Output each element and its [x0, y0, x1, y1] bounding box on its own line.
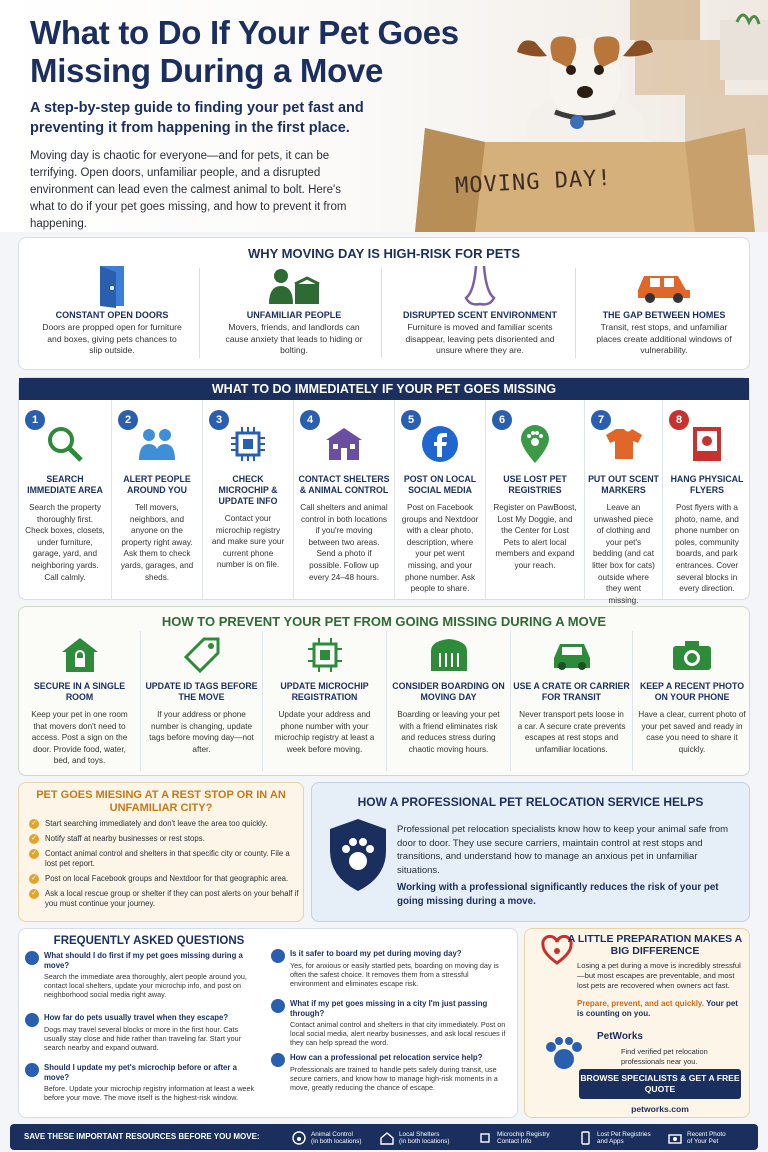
- section-title: HOW TO PREVENT YOUR PET FROM GOING MISSING DURING A MOVE: [161, 614, 607, 629]
- resources-footer: [10, 1124, 758, 1150]
- resource-item: Lost Pet Registries and Apps: [578, 1128, 651, 1148]
- prevention-item: [19, 631, 141, 771]
- step-title: USE LOST PET REGISTRIES: [503, 474, 567, 495]
- camera-small-icon: [668, 1131, 682, 1145]
- car-icon: [579, 264, 749, 308]
- prevention-text: If your address or phone number is changing, update tags before moving day—not after.: [149, 710, 254, 754]
- prevention-section: [18, 606, 750, 776]
- step-title: PUT OUT SCENT MARKERS: [588, 474, 659, 495]
- paw-icon: [25, 951, 39, 965]
- step-text: Leave an unwashed piece of clothing and your pet's bedding (and cat litter box for cats) outside where they went missing.: [592, 503, 655, 605]
- list-item: ✓ Ask a local rescue group or shelter if they can post alerts on your behalf if you must continue your journey.: [29, 889, 299, 909]
- immediate-steps-section: [18, 377, 750, 605]
- step-title: CHECK MICROCHIP & UPDATE INFO: [218, 474, 278, 506]
- faq-answer: Before. Update your microchip registry information at least a week before your move. The move itself is the highest-risk window.: [44, 1084, 255, 1102]
- prevention-title: CONSIDER BOARDING ON MOVING DAY: [392, 681, 505, 702]
- step-card: [112, 400, 203, 600]
- people-box-icon: [209, 264, 379, 308]
- prevention-item: [387, 631, 511, 771]
- prevention-item: [141, 631, 263, 771]
- cta-accent: Prepare, prevent, and act quickly. Your pet is counting on you.: [577, 999, 738, 1018]
- step-text: Search the property thoroughly first. Check boxes, closets, under furniture, garage, yard, and neighboring yards. Call calmly.: [25, 503, 105, 582]
- risk-item: [579, 264, 749, 368]
- step-title: ALERT PEOPLE AROUND YOU: [123, 474, 191, 495]
- car-green-icon: [511, 631, 632, 679]
- prevention-text: Have a clear, current photo of your pet saved and ready in case you need to share it quickly.: [638, 710, 746, 754]
- resource-item: Microchip Registry Contact Info: [478, 1128, 550, 1148]
- list-item: ✓ Post on local Facebook groups and Nextdoor for that geographic area.: [29, 874, 299, 884]
- step-title: CONTACT SHELTERS & ANIMAL CONTROL: [298, 474, 390, 495]
- open-door-icon: [27, 264, 197, 308]
- section-title: FREQUENTLY ASKED QUESTIONS: [53, 935, 245, 947]
- paw-icon: [271, 949, 285, 963]
- tag-icon: [141, 631, 262, 679]
- risk-item: [209, 264, 379, 368]
- footer-label: SAVE THESE IMPORTANT RESOURCES BEFORE YOU MOVE:: [24, 1132, 260, 1141]
- shield-paw-icon: [326, 817, 390, 893]
- step-number: 5: [401, 410, 421, 430]
- box-label: MOVING DAY!: [454, 165, 613, 200]
- step-card: [663, 400, 751, 600]
- hero-banner: [0, 0, 768, 232]
- dog-in-box-illustration: [385, 0, 768, 232]
- nose-icon: [385, 264, 575, 308]
- website-link[interactable]: petworks.com: [631, 1104, 689, 1114]
- step-number: 6: [492, 410, 512, 430]
- risk-title: UNFAMILIAR PEOPLE: [246, 310, 342, 320]
- resource-item: Recent Photo of Your Pet: [668, 1128, 726, 1148]
- resource-item: Animal Control (in both locations): [292, 1128, 361, 1148]
- step-title: SEARCH IMMEDIATE AREA: [27, 474, 103, 495]
- step-card: [395, 400, 486, 600]
- step-text: Post flyers with a photo, name, and phone number on poles, community boards, and park entrances. Cover several blocks in every direction.: [674, 503, 740, 594]
- prevention-title: KEEP A RECENT PHOTO ON YOUR PHONE: [639, 681, 745, 702]
- step-card: [19, 400, 112, 600]
- faq-item: [271, 999, 507, 1047]
- step-number: 3: [209, 410, 229, 430]
- page-subtitle: A step-by-step guide to finding your pet fast and preventing it from happening in the first place.: [30, 100, 364, 136]
- page-title: What to Do If Your Pet Goes Missing During a Move: [30, 14, 459, 89]
- prevention-title: SECURE IN A SINGLE ROOM: [33, 681, 126, 702]
- prevention-title: UPDATE MICROCHIP REGISTRATION: [280, 681, 369, 702]
- faq-question: Should I update my pet's microchip before or after a move?: [44, 1063, 237, 1082]
- step-card: [294, 400, 395, 600]
- check-icon: ✓: [29, 834, 39, 844]
- check-icon: ✓: [29, 849, 39, 859]
- section-title: HOW A PROFESSIONAL PET RELOCATION SERVICE HELPS: [357, 795, 704, 809]
- prevention-item: [633, 631, 751, 771]
- risk-title: CONSTANT OPEN DOORS: [55, 310, 169, 320]
- risk-title: THE GAP BETWEEN HOMES: [602, 310, 726, 320]
- relocation-section: [311, 782, 750, 922]
- faq-question: What should I do first if my pet goes missing during a move?: [44, 951, 243, 970]
- paw-badge-icon: [292, 1131, 306, 1145]
- prevention-text: Boarding or leaving your pet with a friend eliminates risk and reduces stress during chaotic moving hours.: [397, 710, 500, 754]
- step-card: [585, 400, 663, 605]
- risk-item: [27, 264, 197, 368]
- step-number: 8: [669, 410, 689, 430]
- house-icon: [380, 1131, 394, 1145]
- cta-body: Losing a pet during a move is incredibly stressful—but most escapes are preventable, and most lost pets are recovered when owners act fast.: [577, 961, 741, 990]
- risk-text: Furniture is moved and familiar scents disappear, leaving pets disoriented and unsure where they are.: [405, 322, 555, 355]
- risk-text: Doors are propped open for furniture and boxes, giving pets chances to slip outside.: [42, 322, 182, 355]
- section-title: WHY MOVING DAY IS HIGH-RISK FOR PETS: [247, 246, 521, 261]
- intro-paragraph: Moving day is chaotic for everyone—and for pets, it can be terrifying. Open doors, unfamiliar people, and a disrupted environment can lead even the calmest animal to bolt. Here's what to do if your pet goes missing, and how to prevent it from happening.: [30, 150, 347, 230]
- step-text: Contact your microchip registry and make sure your current phone number is on file.: [211, 514, 285, 570]
- faq-item: [25, 951, 261, 999]
- risk-text: Movers, friends, and landlords can cause anxiety that leads to hiding or bolting.: [225, 322, 363, 355]
- rest-stop-section: [18, 782, 304, 922]
- step-number: 4: [300, 410, 320, 430]
- faq-item: [271, 949, 507, 988]
- browse-specialists-button[interactable]: BROWSE SPECIALISTS & GET A FREE QUOTE: [579, 1069, 741, 1099]
- list-item: ✓ Notify staff at nearby businesses or rest stops.: [29, 834, 299, 844]
- faq-section: [18, 928, 518, 1118]
- section-title: WHAT TO DO IMMEDIATELY IF YOUR PET GOES MISSING: [19, 378, 749, 400]
- step-number: 7: [591, 410, 611, 430]
- step-title: POST ON LOCAL SOCIAL MEDIA: [403, 474, 477, 495]
- step-text: Post on Facebook groups and Nextdoor with a clear photo, description, where your pet went missing, and your phone number. Ask people to share.: [401, 503, 479, 594]
- step-card: [203, 400, 294, 600]
- prevention-item: [263, 631, 387, 771]
- risk-text: Transit, rest stops, and unfamiliar places create additional windows of vulnerability.: [596, 322, 732, 355]
- paw-icon: [271, 999, 285, 1013]
- brand-name: PetWorks: [597, 1031, 643, 1042]
- paw-icon: [271, 1053, 285, 1067]
- faq-item: [271, 1053, 507, 1092]
- step-text: Call shelters and animal control in both locations if you're moving between two areas. Send a photo if possible. Follow up every 24–48 hours.: [300, 503, 388, 582]
- paw-icon: [25, 1013, 39, 1027]
- chip-icon: [478, 1131, 492, 1145]
- rest-stop-list: [29, 819, 299, 914]
- list-item: ✓ Contact animal control and shelters in that specific city or county. File a lost pet report.: [29, 849, 299, 869]
- relocation-emphasis: Working with a professional significantly reduces the risk of your pet going missing during a move.: [397, 882, 719, 907]
- faq-answer: Contact animal control and shelters in that city immediately. Post on local social media, alert nearby businesses, and ask local rescues if they can help spread the word.: [290, 1020, 506, 1047]
- check-icon: ✓: [29, 819, 39, 829]
- faq-answer: Dogs may travel several blocks or more in the first hour. Cats usually stay close and hide rather than traveling far. Start your search nearby and expand outward.: [44, 1024, 241, 1052]
- step-number: 2: [118, 410, 138, 430]
- prevention-text: Update your address and phone number with your microchip registry at least a week before moving.: [274, 710, 375, 754]
- check-icon: ✓: [29, 889, 39, 899]
- prevention-text: Never transport pets loose in a car. A secure crate prevents escapes at rest stops and unfamiliar locations.: [517, 710, 626, 754]
- faq-answer: Professionals are trained to handle pets safely during transit, use secure carriers, and know how to manage high-risk moments in a move, greatly reducing the chance of escape.: [290, 1064, 498, 1092]
- prevention-item: [511, 631, 633, 771]
- faq-question: How far do pets usually travel when they escape?: [44, 1013, 229, 1022]
- kennel-icon: [387, 631, 510, 679]
- step-text: Tell movers, neighbors, and anyone on the property right away. Ask them to check yards, garages, and sheds.: [120, 503, 194, 582]
- risk-title: DISRUPTED SCENT ENVIRONMENT: [402, 310, 557, 320]
- high-risk-section: [18, 237, 750, 370]
- faq-answer: Yes, for anxious or easily startled pets, boarding on moving day is often the safest choice. It removes them from a stressful environment and eliminates escape risk.: [290, 960, 499, 988]
- section-title: PET GOES MIESING AT A REST STOP OR IN AN UNFAMILIAR CITY?: [36, 789, 286, 814]
- faq-answer: Search the immediate area thoroughly, alert people around you, contact local shelters, update your microchip info, and post on neighborhood social media right away.: [44, 972, 247, 999]
- faq-question: How can a professional pet relocation service help?: [290, 1053, 483, 1062]
- faq-item: [25, 1013, 261, 1052]
- prevention-text: Keep your pet in one room that movers don't need to access. Post a sign on the door. Provide food, water, bed, and toys.: [31, 710, 128, 766]
- faq-question: Is it safer to board my pet during moving day?: [290, 949, 462, 958]
- brand-tagline: Find verified pet relocation professionals near you.: [621, 1047, 708, 1066]
- risk-item: [385, 264, 575, 368]
- prevention-title: UPDATE ID TAGS BEFORE THE MOVE: [145, 681, 258, 702]
- phone-icon: [578, 1131, 592, 1145]
- resource-item: Local Shelters (in both locations): [380, 1128, 449, 1148]
- step-card: [486, 400, 585, 600]
- faq-question: What if my pet goes missing in a city I'm just passing through?: [290, 999, 488, 1018]
- cta-title: A LITTLE PREPARATION MAKES A BIG DIFFERENCE: [567, 933, 743, 957]
- camera-icon: [633, 631, 751, 679]
- locked-house-icon: [19, 631, 140, 679]
- faq-item: [25, 1063, 261, 1102]
- step-title: HANG PHYSICAL FLYERS: [670, 474, 744, 495]
- microchip-green-icon: [263, 631, 386, 679]
- list-item: ✓ Start searching immediately and don't leave the area too quickly.: [29, 819, 299, 829]
- check-icon: ✓: [29, 874, 39, 884]
- relocation-body: Professional pet relocation specialists know how to keep your animal safe from door to door. They use secure carriers, maintain control at rest stops and transitions, and understand how to manage an anxious pet in unfamiliar situations.: [397, 824, 729, 876]
- cta-section: [524, 928, 750, 1118]
- step-number: 1: [25, 410, 45, 430]
- prevention-title: USE A CRATE OR CARRIER FOR TRANSIT: [513, 681, 630, 702]
- paw-icon: [25, 1063, 39, 1077]
- step-text: Register on PawBoost, Lost My Doggie, and the Center for Lost Pets to alert local members and expand your reach.: [493, 503, 577, 570]
